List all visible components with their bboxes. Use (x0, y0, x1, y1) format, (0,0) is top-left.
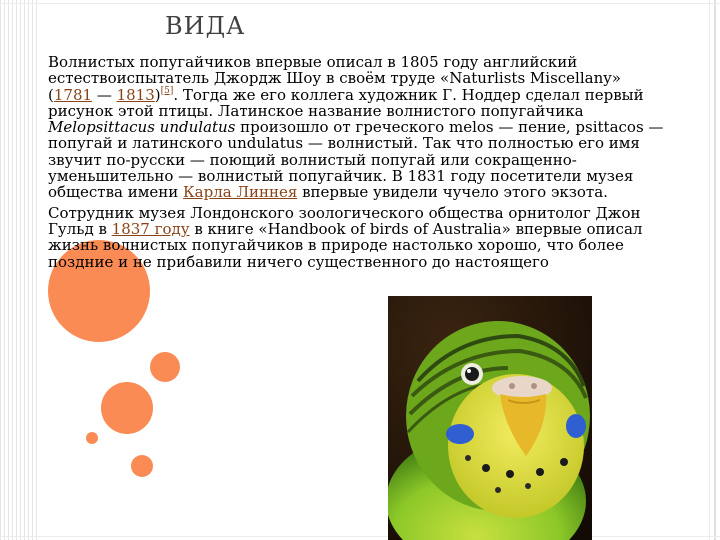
body-text (48, 54, 668, 270)
text-run: и не прибавили ничего существенного до настоящего (118, 252, 549, 271)
left-stripe-decoration (0, 0, 40, 540)
text-run: — (92, 85, 117, 104)
decorative-circle-tiny (86, 432, 98, 444)
link-year-1837[interactable]: 1837 году (111, 219, 190, 238)
link-year-1781[interactable]: 1781 (53, 85, 93, 104)
right-border-decoration-inner (709, 0, 710, 540)
latin-name: Melopsittacus undulatus (48, 118, 236, 137)
budgerigar-photo (388, 296, 592, 540)
text-run: Волнистых попугайчиков впервые описал в 1805 году английский естествоиспытатель Джордж Шоу в своём труде «Naturlists Miscellany» ( (48, 53, 621, 104)
text-run: произошло от греческого melos — пение, psittacos — попугай и латинского undulatus — волнистый. Так что полностью его имя звучит по-русски — поющий волнистый попугай или сокращенно-уменьшительно — волнистый попугайчик. В 1831 году посетители музея общества имени (48, 118, 664, 202)
link-year-1813[interactable]: 1813 (116, 85, 155, 104)
footnote-ref-5[interactable]: [5] (160, 85, 174, 96)
slide-title: ВИДА (165, 12, 246, 40)
link-carl-linnaeus[interactable]: Карла Линнея (183, 183, 298, 202)
text-run: впервые увидели чучело этого экзота. (297, 183, 608, 202)
budgerigar-illustration (388, 296, 592, 540)
text-run: в книге «Handbook of birds of Australia» впервые описал жизнь волнистых попугайчиков в природе настолько хорошо, что более поздние (48, 219, 643, 271)
right-border-decoration (714, 0, 716, 540)
decorative-circle-small (150, 352, 180, 382)
paragraph-history (48, 54, 668, 201)
decorative-circle-small-2 (131, 455, 153, 477)
text-run: ) (154, 85, 161, 104)
bottom-border-line (0, 536, 720, 537)
text-run: . Тогда же его коллега художник Г. Ноддер сделал первый рисунок этой птицы. Латинское название волнистого попугайчика (48, 85, 644, 120)
decorative-circle-medium (101, 382, 153, 434)
text-run: Сотрудник музея Лондонского зоологического общества орнитолог Джон Гульд в (48, 203, 641, 238)
paragraph-gould (48, 205, 668, 270)
top-border-line (0, 3, 720, 4)
